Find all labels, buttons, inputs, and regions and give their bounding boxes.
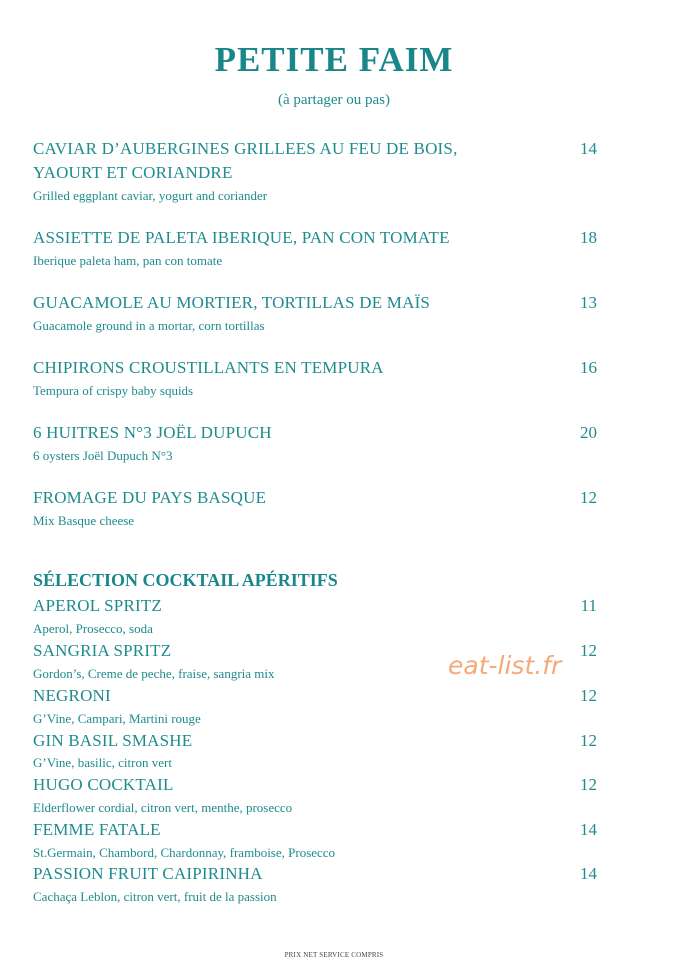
item-description: G’Vine, basilic, citron vert (33, 755, 172, 770)
item-name: HUGO COCKTAIL (33, 775, 174, 794)
item-price: 18 (580, 228, 597, 247)
page-subtitle: (à partager ou pas) (277, 92, 391, 108)
item-name: NEGRONI (33, 686, 111, 705)
item-name: FROMAGE DU PAYS BASQUE (33, 488, 267, 507)
item-description: Iberique paleta ham, pan con tomate (33, 253, 223, 268)
item-price: 14 (580, 820, 597, 839)
item-description: Aperol, Prosecco, soda (33, 621, 153, 636)
item-name: GIN BASIL SMASHE (33, 731, 193, 750)
item-description: Elderflower cordial, citron vert, menthe, prosecco (33, 800, 293, 815)
item-price: 11 (580, 596, 597, 615)
item-name-line2: YAOURT ET CORIANDRE (33, 163, 233, 182)
item-price: 12 (580, 641, 597, 660)
item-price: 20 (580, 423, 597, 442)
item-price: 12 (580, 488, 597, 507)
item-name: 6 HUITRES N°3 JOËL DUPUCH (33, 423, 272, 442)
item-description: St.Germain, Chambord, Chardonnay, framboise, Prosecco (33, 845, 336, 860)
item-name: SANGRIA SPRITZ (33, 641, 172, 660)
item-price: 12 (580, 731, 597, 750)
item-description: Cachaça Leblon, citron vert, fruit de la passion (33, 889, 277, 904)
item-name: PASSION FRUIT CAIPIRINHA (33, 864, 263, 883)
item-price: 14 (580, 864, 597, 883)
item-price: 12 (580, 775, 597, 794)
item-name: CHIPIRONS CROUSTILLANTS EN TEMPURA (33, 358, 384, 377)
item-name: CAVIAR D’AUBERGINES GRILLEES AU FEU DE BOIS, (33, 139, 458, 158)
item-name: APEROL SPRITZ (33, 596, 163, 615)
item-description: Mix Basque cheese (33, 513, 135, 528)
item-name: FEMME FATALE (33, 820, 161, 839)
section-title: SÉLECTION COCKTAIL APÉRITIFS (33, 570, 338, 590)
item-name: GUACAMOLE AU MORTIER, TORTILLAS DE MAÏS (33, 293, 431, 312)
item-description: Guacamole ground in a mortar, corn tortillas (33, 318, 265, 333)
item-description: Gordon’s, Creme de peche, fraise, sangria mix (33, 666, 275, 681)
item-price: 12 (580, 686, 597, 705)
page-title: PETITE FAIM (214, 40, 454, 79)
item-description: G’Vine, Campari, Martini rouge (33, 711, 201, 726)
item-price: 13 (580, 293, 597, 312)
item-name: ASSIETTE DE PALETA IBERIQUE, PAN CON TOMATE (33, 228, 450, 247)
item-description: Tempura of crispy baby squids (33, 383, 194, 398)
item-description: Grilled eggplant caviar, yogurt and coriander (33, 188, 268, 203)
item-description: 6 oysters Joël Dupuch N°3 (33, 448, 173, 463)
watermark: eat-list.fr (448, 651, 562, 680)
item-price: 14 (580, 139, 597, 158)
footer-note: PRIX NET SERVICE COMPRIS (284, 951, 384, 959)
item-price: 16 (580, 358, 597, 377)
